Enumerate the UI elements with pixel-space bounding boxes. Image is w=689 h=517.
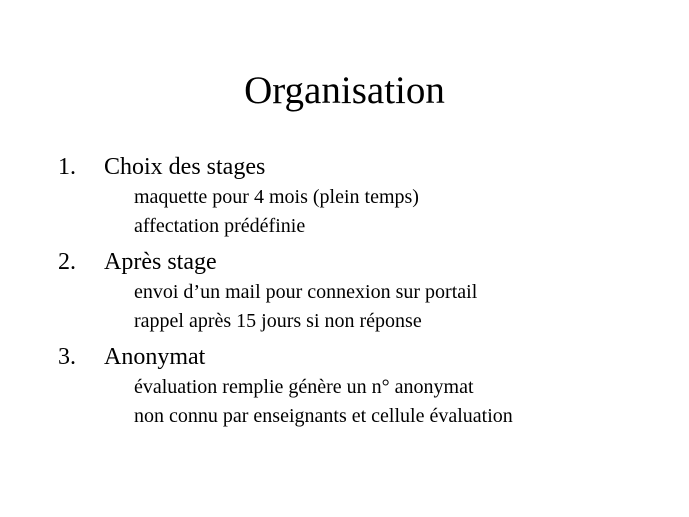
numbered-list — [58, 152, 678, 431]
sub-item: affectation prédéfinie — [134, 215, 306, 237]
sub-item: évaluation remplie génère un n° anonymat — [134, 376, 474, 398]
list-item — [58, 342, 678, 431]
list-item — [58, 247, 678, 336]
sub-item: envoi d’un mail pour connexion sur portail — [134, 281, 478, 303]
list-item-heading — [58, 342, 678, 373]
list-item-label: Anonymat — [104, 344, 206, 370]
list-item-label: Choix des stages — [104, 154, 266, 180]
slide-title: Organisation — [244, 69, 445, 112]
sub-item: non connu par enseignants et cellule évaluation — [134, 405, 513, 427]
list-item — [58, 152, 678, 241]
sub-item: rappel après 15 jours si non réponse — [134, 310, 422, 332]
list-item-number: 1. — [58, 154, 76, 180]
list-item-heading — [58, 247, 678, 278]
sub-item: maquette pour 4 mois (plein temps) — [134, 186, 419, 208]
list-item-heading — [58, 152, 678, 183]
list-item-number: 3. — [58, 344, 76, 370]
list-item-label: Après stage — [104, 249, 217, 275]
list-item-number: 2. — [58, 249, 76, 275]
